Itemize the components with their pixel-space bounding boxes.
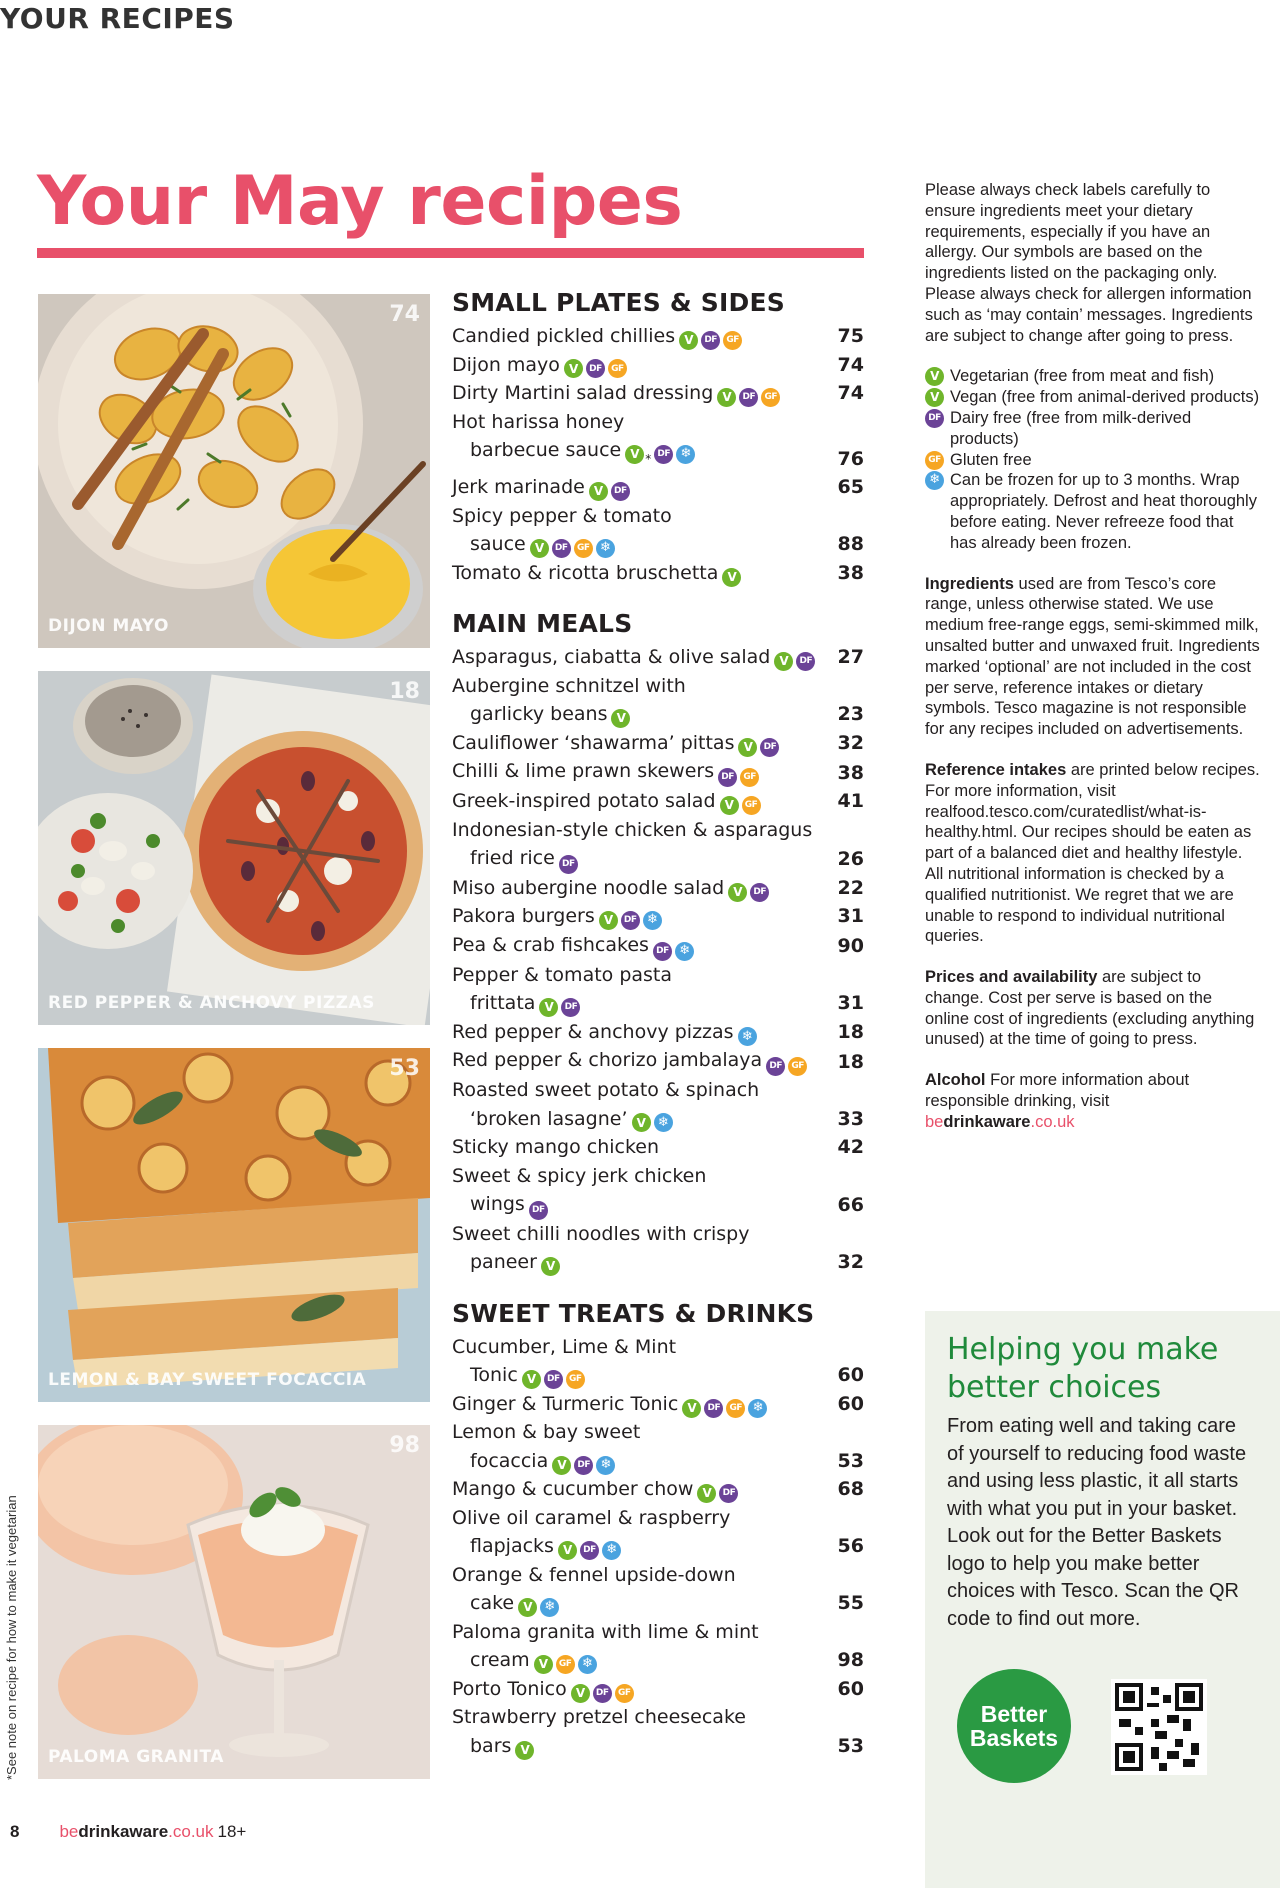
dietary-badges [564, 359, 627, 378]
vegan-icon: V [697, 1484, 716, 1503]
dietary-badges [529, 1201, 548, 1220]
photo-page-number: 98 [389, 1433, 420, 1458]
dairy-free-icon: DF [580, 1541, 599, 1560]
recipe-name: Red pepper & anchovy pizzas ❄ [452, 1018, 864, 1047]
recipe-name-continued: cake V ❄ [452, 1589, 864, 1618]
focaccia-illustration [38, 1048, 430, 1402]
page-number: 8 [10, 1822, 20, 1841]
qr-code-icon [1115, 1683, 1203, 1771]
pizza-illustration [38, 671, 430, 1025]
page-title: Your May recipes [37, 162, 683, 241]
better-choices-title: Helping you make better choices [947, 1332, 1219, 1405]
freezable-icon: ❄ [602, 1541, 621, 1560]
recipe-page-number: 76 [837, 447, 864, 470]
dietary-badges [571, 1684, 634, 1703]
dietary-badges [679, 331, 742, 350]
recipe-name: Strawberry pretzel cheesecake [452, 1706, 746, 1729]
freezable-icon: ❄ [596, 539, 615, 558]
vegan-icon: V [738, 738, 757, 757]
vegan-icon: V [682, 1399, 701, 1418]
recipe-name: Sticky mango chicken [452, 1136, 660, 1158]
photo-red-pepper-pizza [38, 671, 430, 1025]
category-heading: SMALL PLATES & SIDES [452, 288, 785, 317]
recipe-name: Lemon & bay sweet [452, 1421, 641, 1444]
recipe-page-number: 53 [837, 1734, 864, 1757]
recipe-page-number: 65 [837, 476, 864, 499]
dairy-free-icon: DF [544, 1370, 563, 1389]
recipe-name: Olive oil caramel & raspberry [452, 1506, 731, 1529]
recipe-page-number: 74 [837, 382, 864, 404]
dietary-badges [682, 1399, 767, 1418]
vegetarian-icon: V [722, 568, 741, 587]
dairy-free-icon: DF [719, 1484, 738, 1503]
dietary-badges [534, 1655, 597, 1674]
recipe-page-number: 22 [837, 876, 864, 899]
recipe-name: Roasted sweet potato & spinach [452, 1079, 760, 1101]
dietary-badges [589, 482, 630, 501]
category-heading: MAIN MEALS [452, 609, 633, 639]
footer [10, 1822, 246, 1842]
vegetarian-icon: V [518, 1598, 537, 1617]
vegan-icon: V [558, 1541, 577, 1560]
dairy-free-icon: DF [586, 359, 605, 378]
freezable-icon: ❄ [738, 1027, 757, 1046]
dairy-free-icon: DF [559, 855, 578, 874]
vegan-icon: V [552, 1456, 571, 1475]
dietary-badges [611, 709, 630, 728]
vegan-icon: V [774, 652, 793, 671]
reference-note: Reference intakes are printed below recipes. For more information, visit realfood.tesco.com/curatedlist/what-is-healthy.html. Our recipes should be eaten as part of a balanced diet and healthy lifestyle. All nutritional information is checked by a qualified nutritionist. We regret that we are unable to respond to individual nutritional queries. [925, 760, 1260, 946]
recipe-page-number: 33 [837, 1107, 864, 1130]
gluten-free-icon: GF [726, 1399, 745, 1418]
dietary-badges [766, 1057, 807, 1076]
legend-item: V Vegan (free from animal-derived products) [925, 387, 1260, 408]
recipe-entry[interactable] [452, 643, 864, 672]
recipe-page-number: 26 [837, 848, 864, 871]
dietary-badges [722, 568, 741, 587]
drinkaware-link[interactable]: bedrinkaware.co.uk [925, 1112, 1075, 1131]
recipe-page-number: 60 [837, 1364, 864, 1387]
recipe-entry[interactable] [452, 502, 864, 559]
recipe-name: Porto Tonico V DF GF [452, 1675, 864, 1704]
recipe-entry[interactable] [452, 672, 864, 729]
recipe-name: Pakora burgers V DF ❄ [452, 902, 864, 931]
section-title: YOUR RECIPES [0, 2, 235, 35]
dairy-free-icon: DF [760, 738, 779, 757]
dietary-badges [717, 388, 780, 407]
gluten-free-icon: GF [574, 539, 593, 558]
vegetarian-side-note: *See note on recipe for how to make it vegetarian [4, 1495, 19, 1780]
recipe-entry[interactable] [452, 757, 864, 787]
recipe-entry[interactable] [452, 816, 864, 874]
dairy-free-icon: DF [561, 998, 580, 1017]
ingredients-note: Ingredients used are from Tesco’s core range, unless otherwise stated. We use medium free-range eggs, semi-skimmed milk, unsalted butter and unwaxed fruit. Ingredients marked ‘optional’ are not included in the cost per serve, reference intakes or dietary symbols. Tesco magazine is not responsible for any recipes included on advertisements. [925, 574, 1260, 739]
notes-column [925, 180, 1260, 1153]
recipe-name: Jerk marinade V DF [452, 473, 864, 502]
recipe-entry[interactable] [452, 322, 864, 351]
dietary-badges [530, 539, 615, 558]
recipe-entry[interactable] [452, 1390, 864, 1419]
dietary-badges [518, 1598, 559, 1617]
vegan-icon: V [589, 482, 608, 501]
recipe-entry[interactable] [452, 1703, 864, 1760]
vegetarian-icon: V [515, 1741, 534, 1760]
freezable-icon: ❄ [596, 1456, 615, 1475]
recipe-name-continued: wings DF [452, 1190, 864, 1220]
recipe-name-continued: flapjacks V DF ❄ [452, 1532, 864, 1561]
vegetarian-icon: V [925, 367, 944, 386]
recipe-entry[interactable] [452, 1418, 864, 1475]
gluten-free-icon: GF [556, 1655, 575, 1674]
photo-page-number: 18 [389, 679, 420, 704]
vegan-icon: V [728, 883, 747, 902]
recipe-name: Dirty Martini salad dressing V DF GF [452, 379, 864, 408]
footer-drinkaware[interactable]: bedrinkaware.co.uk 18+ [59, 1822, 247, 1841]
recipe-name-continued: paneer V [452, 1248, 864, 1277]
vegetarian-icon: V [632, 1113, 651, 1132]
gluten-free-icon: GF [788, 1057, 807, 1076]
recipe-name: Candied pickled chillies V DF GF [452, 322, 864, 351]
vegan-icon: V [522, 1370, 541, 1389]
recipe-page-number: 75 [837, 325, 864, 347]
recipe-entry[interactable] [452, 1618, 864, 1675]
gluten-free-icon: GF [740, 768, 759, 787]
recipe-name: Orange & fennel upside-down [452, 1563, 736, 1586]
recipe-name: Miso aubergine noodle salad V DF [452, 874, 864, 903]
qr-code[interactable] [1111, 1679, 1207, 1775]
recipe-name: Ginger & Turmeric Tonic V DF GF ❄ [452, 1390, 864, 1419]
recipe-page-number: 98 [837, 1649, 864, 1672]
better-baskets-logo: Better Baskets [957, 1669, 1071, 1783]
dairy-free-icon: DF [621, 911, 640, 930]
category-heading: SWEET TREATS & DRINKS [452, 1298, 815, 1328]
vegetarian-icon: V [539, 998, 558, 1017]
recipe-entry[interactable] [452, 1018, 864, 1047]
recipe-index [452, 288, 864, 1760]
dairy-free-icon: DF [593, 1684, 612, 1703]
dairy-free-icon: DF [925, 409, 944, 428]
recipe-entry[interactable] [452, 473, 864, 502]
recipe-page-number: 38 [837, 561, 864, 584]
legend-item: DF Dairy free (free from milk-derived products) [925, 408, 1260, 450]
recipe-page-number: 32 [837, 1251, 864, 1274]
dietary-badges [515, 1741, 534, 1760]
freezable-icon: ❄ [540, 1598, 559, 1617]
legend-item: V Vegetarian (free from meat and fish) [925, 366, 1260, 387]
recipe-entry[interactable] [452, 379, 864, 408]
dairy-free-icon: DF [611, 482, 630, 501]
recipe-page-number: 66 [837, 1194, 864, 1217]
recipe-entry[interactable] [452, 408, 864, 474]
recipe-entry[interactable] [452, 1475, 864, 1504]
dietary-badges [738, 1027, 757, 1046]
recipe-entry[interactable] [452, 1162, 864, 1220]
dairy-free-icon: DF [718, 768, 737, 787]
recipe-name-continued: bars V [452, 1732, 864, 1761]
recipe-name: Chilli & lime prawn skewers DF GF [452, 757, 864, 787]
recipe-entry[interactable] [452, 902, 864, 931]
recipe-name: Spicy pepper & tomato [452, 504, 672, 527]
recipe-name: Indonesian-style chicken & asparagus [452, 818, 813, 841]
vegetarian-icon: V [720, 796, 739, 815]
recipe-name: Red pepper & chorizo jambalaya DF GF [452, 1046, 864, 1076]
gluten-free-icon: GF [615, 1684, 634, 1703]
dairy-free-icon: DF [704, 1399, 723, 1418]
recipe-page-number: 68 [837, 1478, 864, 1501]
recipe-page-number: 53 [837, 1449, 864, 1472]
dietary-badges [774, 652, 815, 671]
recipe-name: Cauliflower ‘shawarma’ pittas V DF [452, 729, 864, 758]
vegan-icon: V [679, 331, 698, 350]
freezable-icon: ❄ [578, 1655, 597, 1674]
potatoes-illustration [38, 294, 430, 648]
gluten-free-icon: GF [742, 796, 761, 815]
legend-item: ❄ Can be frozen for up to 3 months. Wrap appropriately. Defrost and heat thoroughly before eating. Never refreeze food that has already been frozen. [925, 470, 1260, 553]
dairy-free-icon: DF [766, 1057, 785, 1076]
recipe-page-number: 23 [837, 703, 864, 726]
recipe-entry[interactable] [452, 1675, 864, 1704]
gluten-free-icon: GF [761, 388, 780, 407]
dietary-badges [738, 738, 779, 757]
dietary-badges [697, 1484, 738, 1503]
recipe-page-number: 32 [837, 731, 864, 754]
photo-dijon-mayo [38, 294, 430, 648]
recipe-name: Pepper & tomato pasta [452, 963, 673, 986]
recipe-name: Dijon mayo V DF GF [452, 351, 864, 380]
recipe-entry[interactable] [452, 874, 864, 903]
gluten-free-icon: GF [566, 1370, 585, 1389]
freezable-icon: ❄ [654, 1113, 673, 1132]
recipe-name-continued: sauce V DF GF ❄ [452, 530, 864, 559]
dietary-badges [558, 1541, 621, 1560]
prices-note: Prices and availability are subject to change. Cost per serve is based on the online cost of ingredients (excluding anything unused) at the time of going to press. [925, 968, 1255, 1049]
photo-caption: RED PEPPER & ANCHOVY PIZZAS [48, 993, 375, 1013]
recipe-name: Greek-inspired potato salad V GF [452, 787, 864, 816]
recipe-entry[interactable] [452, 351, 864, 380]
recipe-name: Pea & crab fishcakes DF ❄ [452, 931, 864, 961]
freezable-icon: ❄ [643, 911, 662, 930]
dairy-free-icon: DF [653, 942, 672, 961]
dietary-badges [539, 998, 580, 1017]
legend-item: GF Gluten free [925, 450, 1260, 471]
freezable-icon: ❄ [676, 445, 695, 464]
recipe-page-number: 55 [837, 1592, 864, 1615]
dietary-badges [632, 1113, 673, 1132]
recipe-name: Mango & cucumber chow V DF [452, 1475, 864, 1504]
vegan-icon: V [925, 388, 944, 407]
recipe-entry[interactable] [452, 559, 864, 588]
recipe-entry[interactable] [452, 931, 864, 961]
dietary-badges [718, 768, 759, 787]
recipe-entry[interactable] [452, 1076, 864, 1133]
freezable-icon: ❄ [675, 942, 694, 961]
dairy-free-icon: DF [750, 883, 769, 902]
recipe-entry[interactable] [452, 1046, 864, 1076]
dairy-free-icon: DF [552, 539, 571, 558]
recipe-page-number: 42 [837, 1136, 864, 1158]
recipe-name: Tomato & ricotta bruschetta V [452, 559, 864, 588]
dietary-badges [720, 796, 761, 815]
alcohol-note: Alcohol For more information about responsible drinking, visit bedrinkaware.co.uk [925, 1071, 1190, 1131]
gluten-free-icon: GF [723, 331, 742, 350]
recipe-name-continued: garlicky beans V [452, 700, 864, 729]
recipe-entry[interactable] [452, 787, 864, 816]
recipe-name-continued: fried rice DF [452, 844, 864, 874]
photo-lemon-focaccia [38, 1048, 430, 1402]
dietary-badges [522, 1370, 585, 1389]
recipe-entry[interactable] [452, 729, 864, 758]
recipe-page-number: 88 [837, 533, 864, 556]
intro-note: Please always check labels carefully to ensure ingredients meet your dietary requirements, especially if you have an allergy. Our symbols are based on the ingredients listed on the packaging only. Please always check for allergen information such as ‘may contain’ messages. Ingredients are subject to change after going to press. [925, 181, 1253, 345]
dairy-free-icon: DF [739, 388, 758, 407]
recipe-name: Sweet & spicy jerk chicken [452, 1164, 707, 1187]
vegan-icon: V [571, 1684, 590, 1703]
recipe-page-number: 38 [837, 761, 864, 784]
recipe-page-number: 90 [837, 935, 864, 957]
recipe-page-number: 18 [837, 1050, 864, 1073]
recipe-name: Aubergine schnitzel with [452, 674, 686, 697]
recipe-name-continued: frittata V DF [452, 989, 864, 1018]
vegetarian-icon: V [541, 1257, 560, 1276]
dietary-legend [925, 366, 1260, 553]
recipe-page-number: 31 [837, 992, 864, 1014]
dairy-free-icon: DF [574, 1456, 593, 1475]
asterisk-note: * [645, 451, 652, 466]
dietary-badges [559, 855, 578, 874]
photo-page-number: 53 [389, 1056, 420, 1081]
photo-page-number: 74 [389, 302, 420, 327]
recipe-page-number: 41 [837, 790, 864, 812]
recipe-entry[interactable] [452, 1133, 864, 1162]
photo-caption: DIJON MAYO [48, 616, 169, 636]
recipe-entry[interactable] [452, 1504, 864, 1561]
recipe-name: Cucumber, Lime & Mint [452, 1335, 677, 1358]
recipe-name: Asparagus, ciabatta & olive salad V DF [452, 643, 864, 672]
gluten-free-icon: GF [608, 359, 627, 378]
better-choices-box [925, 1311, 1280, 1888]
dietary-badges [625, 445, 695, 474]
freezable-icon: ❄ [748, 1399, 767, 1418]
dietary-badges [653, 942, 694, 961]
vegetarian-icon: V [534, 1655, 553, 1674]
vegetarian-icon: V [564, 359, 583, 378]
dietary-badges [541, 1257, 560, 1276]
dairy-free-icon: DF [529, 1201, 548, 1220]
recipe-entry[interactable] [452, 1220, 864, 1277]
dairy-free-icon: DF [654, 445, 673, 464]
recipe-name-continued: cream V GF ❄ [452, 1646, 864, 1675]
better-choices-body: From eating well and taking care of yourself to reducing food waste and using less plastic, it all starts with what you put in your basket. Look out for the Better Baskets logo to help you make better choices with Tesco. Scan the QR code to find out more. [947, 1415, 1247, 1630]
recipe-name: Paloma granita with lime & mint [452, 1620, 759, 1643]
recipe-page-number: 31 [837, 905, 864, 928]
photo-caption: LEMON & BAY SWEET FOCACCIA [48, 1370, 367, 1390]
vegan-icon: V [599, 911, 618, 930]
vegan-icon: V [530, 539, 549, 558]
dietary-badges [728, 883, 769, 902]
recipe-page-number: 60 [837, 1677, 864, 1700]
recipe-entry[interactable] [452, 1333, 864, 1390]
title-rule [37, 248, 864, 258]
granita-illustration [38, 1425, 430, 1779]
recipe-name: Sweet chilli noodles with crispy [452, 1222, 750, 1245]
recipe-entry[interactable] [452, 961, 864, 1018]
freezable-icon: ❄ [925, 471, 944, 490]
photo-caption: PALOMA GRANITA [48, 1747, 224, 1767]
dairy-free-icon: DF [701, 331, 720, 350]
gluten-free-icon: GF [925, 451, 944, 470]
dairy-free-icon: DF [796, 652, 815, 671]
vegetarian-icon: V [625, 445, 644, 464]
recipe-page-number: 74 [837, 353, 864, 376]
recipe-name-continued: barbecue sauce V * DF ❄ [452, 436, 864, 473]
recipe-page-number: 27 [837, 646, 864, 669]
dietary-badges [552, 1456, 615, 1475]
recipe-name-continued: focaccia V DF ❄ [452, 1447, 864, 1476]
recipe-name: Hot harissa honey [452, 410, 625, 433]
recipe-name-continued: ‘broken lasagne’ V ❄ [452, 1105, 864, 1134]
recipe-entry[interactable] [452, 1561, 864, 1618]
photo-paloma-granita [38, 1425, 430, 1779]
recipe-page-number: 60 [837, 1392, 864, 1415]
vegan-icon: V [717, 388, 736, 407]
vegetarian-icon: V [611, 709, 630, 728]
recipe-name-continued: Tonic V DF GF [452, 1361, 864, 1390]
recipe-page-number: 18 [837, 1020, 864, 1043]
recipe-page-number: 56 [837, 1535, 864, 1558]
dietary-badges [599, 911, 662, 930]
